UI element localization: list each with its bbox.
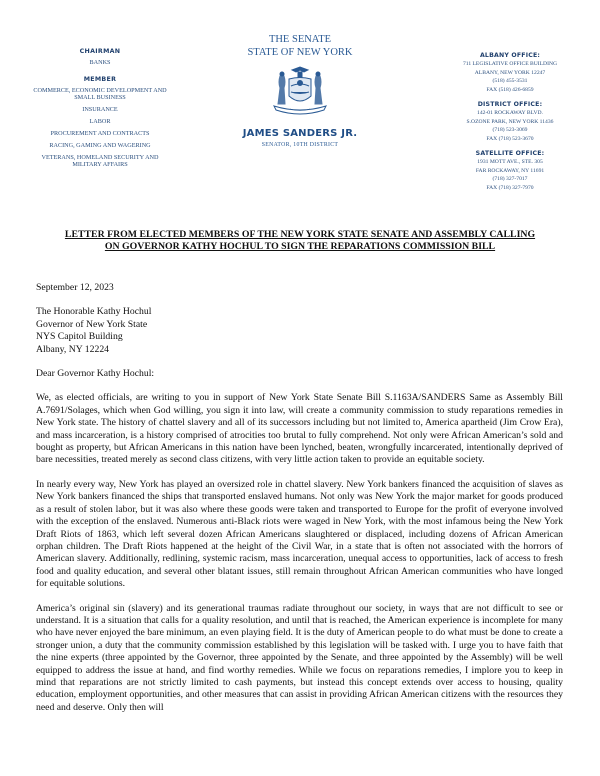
senator-name: JAMES SANDERS JR. [242,128,358,139]
committee-item: INSURANCE [82,106,118,113]
committee-item: PROCUREMENT AND CONTRACTS [50,130,150,137]
office-phone: (518) 455-3531 [492,78,528,84]
office-line: ALBANY, NEW YORK 12247 [474,69,546,76]
recipient-line: NYS Capitol Building [36,331,123,343]
office-label: DISTRICT OFFICE: [477,101,543,108]
office-line: 711 LEGISLATIVE OFFICE BUILDING [462,61,558,67]
office-line: FAR ROCKAWAY, NY 11691 [475,167,545,174]
letterhead-committees [30,48,170,173]
committee-item: COMMERCE, ECONOMIC DEVELOPMENT AND SMALL BUSINESS [33,87,167,101]
committee-item: VETERANS, HOMELAND SECURITY AND MILITARY AFFAIRS [41,154,159,168]
state-seal-icon [268,64,332,118]
chairman-label: CHAIRMAN [79,48,121,55]
senator-title: SENATOR, 10TH DISTRICT [261,142,339,148]
office-fax: FAX (518) 426-6859 [486,86,534,93]
letterhead-offices [440,52,580,199]
committee-item: LABOR [89,118,111,125]
office-phone: (718) 327-7017 [492,176,528,182]
satellite-office [440,150,580,192]
body-paragraph: America’s original sin (slavery) and its generational traumas radiate throughout our society, in ways that are not difficult to see or understand. It is a situation that calls for a quality resolution, and until that is reached, the American experience is incomplete for many who have never enjoyed the bare minimum, an even playing field. It is the duty of American people to do what must be done to create a stronger union, a duty that the community commission established by this legislation will be tasked with. I urge you to have faith that the nine experts (three appointed by the Governor, three appointed by the Senate, and three appointed by the Assembly) will be well equipped to address the issue at hand, and find worthy remedies. While we focus on reparations remedies, I implore you to keep in mind that reparations are not strictly limited to cash payments, but instead this concept extends over access to housing, quality education, employment opportunities, and other measures that can assist in providing African American citizens with the resources they need and deserve. Only then will [36,602,563,713]
recipient-line: Governor of New York State [36,318,148,330]
office-phone: (718) 523-3069 [492,127,528,133]
letter-title-line2: ON GOVERNOR KATHY HOCHUL TO SIGN THE REPARATIONS COMMISSION BILL [104,241,496,252]
district-office [440,101,580,143]
recipient-line: The Honorable Kathy Hochul [36,306,152,318]
office-fax: FAX (718) 327-7970 [486,184,534,191]
office-line: S.OZONE PARK, NEW YORK 11436 [466,118,554,125]
office-line: 1931 MOTT AVE., STE. 305 [477,159,543,165]
state-label: STATE OF NEW YORK [247,47,353,58]
letterhead-center [220,33,380,148]
office-line: 142-01 ROCKAWAY BLVD. [477,110,543,116]
recipient-address [36,306,563,356]
letter-title-line1: LETTER FROM ELECTED MEMBERS OF THE NEW YORK STATE SENATE AND ASSEMBLY CALLING [64,229,536,240]
letter-body [36,282,563,726]
senate-label: THE SENATE [268,34,332,45]
office-label: ALBANY OFFICE: [479,52,541,59]
body-paragraph: In nearly every way, New York has played an oversized role in chattel slavery. New York bankers financed the acquisition of slaves as New York bankers financed the ships that transported enslaved humans. Not only was New York the major market for goods produced as a result of stolen labor, but it was also where these goods were taken and transported to Europe for the profit of everyone involved with the exception of the enslaved. Numerous anti-Black riots were waged in New York, with the most infamous being the New York Draft Riots of 1863, which left several dozen African Americans slaughtered or displaced, including dozens of African American orphan children. The Draft Riots happened at the height of the Civil War, in a state that is often not associated with the horrors of American slavery. Additionally, redlining, systemic racism, mass incarceration, unequal access to opportunities, lack of access to fresh food and quality education, and several other blatant issues, still remain throughout African American communities who have longed for equitable solutions. [36,478,563,590]
letter-title [30,229,570,253]
committee-item: RACING, GAMING AND WAGERING [49,142,151,149]
salutation: Dear Governor Kathy Hochul: [36,368,155,380]
office-fax: FAX (718) 523-3670 [486,135,534,142]
letter-date: September 12, 2023 [36,282,114,293]
office-label: SATELLITE OFFICE: [475,150,545,157]
committee-banks: BANKS [89,59,111,66]
body-paragraph: We, as elected officials, are writing to you in support of New York State Senate Bill S.1163A/SANDERS Same as Assembly Bill A.7691/Solages, which when God willing, you sign it into law, will create a community commission to study reparations remedies in New York state. The history of chattel slavery and all of its successors including but not limited to, America apartheid (Jim Crow Era), and mass incarceration, is a history comprised of atrocities too brutal to fully comprehend. Not only were African American’s sold and bought as property, but African Americans in this nation have been lynched, beaten, wrongfully incarcerated, intentionally deprived of bare necessities, treated merely as second class citizens, with very little action taken to provide an equitable society. [36,392,563,466]
albany-office [440,52,580,94]
recipient-line: Albany, NY 12224 [36,343,110,355]
member-label: MEMBER [83,76,117,83]
